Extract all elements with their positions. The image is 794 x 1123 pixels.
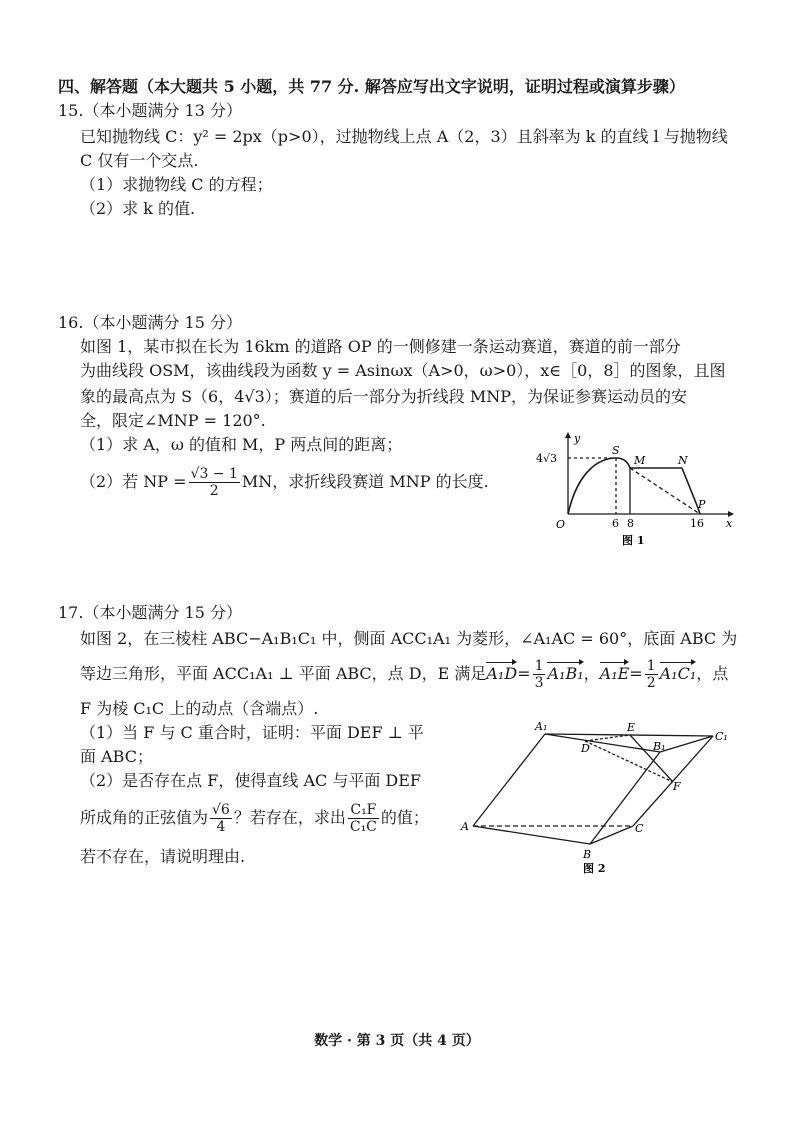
q15-sub2: （2）求 k 的值. <box>80 199 196 218</box>
q17-sep: ， <box>583 664 600 683</box>
q17-header: 17.（本小题满分 15 分） <box>58 603 242 622</box>
q17-sub2-ratio-num: C₁F <box>348 802 379 819</box>
fig1-label-m: M <box>634 454 646 467</box>
fig2-label-c: C <box>635 822 644 835</box>
fig1-caption: 图 1 <box>622 534 645 547</box>
fig1-y-arrow <box>565 432 571 438</box>
q15-header: 15.（本小题满分 13 分） <box>58 101 242 120</box>
fig2-label-c1: C₁ <box>715 730 728 743</box>
fig1-label-y: y <box>574 432 581 445</box>
q15-sub1: （1）求抛物线 C 的方程； <box>80 175 273 194</box>
q17-frac2 <box>645 658 658 691</box>
figure-2 <box>455 720 745 880</box>
q16-sub2-fraction <box>189 466 240 499</box>
q17-vec-a1e: A₁E <box>599 664 630 683</box>
q15-line2: C 仅有一个交点. <box>80 151 199 170</box>
q16-sub2-den: 2 <box>209 483 219 499</box>
figure-1 <box>530 430 740 550</box>
fig1-label-s: S <box>612 444 620 457</box>
fig1-label-origin: O <box>556 518 566 531</box>
fig2-label-f: F <box>673 780 681 793</box>
section-title: 四、解答题（本大题共 5 小题，共 77 分. 解答应写出文字说明，证明过程或演算步骤） <box>58 77 685 96</box>
q16-line1: 如图 1，某市拟在长为 16km 的道路 OP 的一侧修建一条运动赛道，赛道的前一部分 <box>80 337 681 356</box>
q17-sub2-frac-sin <box>210 802 232 835</box>
fig2-label-a: A <box>461 820 469 833</box>
q17-sub2-c: 若不存在，请说明理由. <box>80 847 246 866</box>
q17-line1: 如图 2，在三棱柱 ABC−A₁B₁C₁ 中，侧面 ACC₁A₁ 为菱形，∠A₁AC = 60°，底面 ABC 为 <box>80 629 738 648</box>
fig2-label-d: D <box>581 742 590 755</box>
q17-line2-end: ，点 <box>696 664 729 683</box>
fig1-curve-osm <box>568 458 630 514</box>
q17-sub2-sin-num: √6 <box>212 802 230 818</box>
q17-vec-a1b1: A₁B₁ <box>547 664 584 683</box>
fig2-edge-a1c1 <box>545 734 713 736</box>
fig2-edge-a1a <box>473 734 545 826</box>
fig1-dashed-mp <box>630 468 700 514</box>
fig2-label-b: B <box>583 848 592 861</box>
fig2-label-a1: A₁ <box>535 720 548 733</box>
q17-eq1: = <box>517 664 531 683</box>
q16-line4: 全，限定∠MNP = 120°. <box>80 411 266 430</box>
fig1-label-8: 8 <box>627 517 634 530</box>
q17-frac1-den: 3 <box>534 675 544 691</box>
q17-sub2-b-post: 的值； <box>380 808 429 827</box>
q15-line1: 已知抛物线 C：y² = 2px（p>0），过抛物线上点 A（2，3）且斜率为 k 的直线 l 与抛物线 <box>80 127 728 146</box>
fig2-label-e: E <box>627 721 636 734</box>
fig1-segment-np <box>682 468 698 508</box>
q17-sub1-a: （1）当 F 与 C 重合时，证明：平面 DEF ⊥ 平 <box>80 723 424 742</box>
q16-sub2-post: MN，求折线段赛道 MNP 的长度. <box>241 472 489 491</box>
q17-sub2-sin-den: 4 <box>216 819 226 835</box>
q16-line3: 象的最高点为 S（6，4√3）；赛道的后一部分为折线段 MNP，为保证参赛运动员的安 <box>80 387 688 406</box>
q17-sub2-b <box>80 802 429 835</box>
q17-sub1-b: 面 ABC； <box>80 747 153 766</box>
q16-sub2-num: √3 − 1 <box>190 466 238 482</box>
page-footer: 数学 · 第 3 页（共 4 页） <box>314 1033 480 1049</box>
q17-sub2-b-pre: 所成角的正弦值为 <box>80 808 209 827</box>
fig2-dashed-de <box>585 735 630 741</box>
q16-sub2 <box>80 466 489 499</box>
q17-frac1-num: 1 <box>534 658 544 674</box>
q17-sub2-a: （2）是否存在点 F，使得直线 AC 与平面 DEF <box>80 771 422 790</box>
fig1-label-n: N <box>678 454 688 467</box>
q17-frac1 <box>533 658 546 691</box>
q17-frac2-den: 2 <box>646 675 656 691</box>
fig1-label-6: 6 <box>612 517 619 530</box>
q17-sub2-b-mid: ？若存在，求出 <box>233 808 346 827</box>
fig1-label-x: x <box>726 517 733 530</box>
q17-line2-text: 等边三角形，平面 ACC₁A₁ ⊥ 平面 ABC，点 D，E 满足 <box>80 664 487 683</box>
fig2-edge-ab <box>473 826 590 844</box>
fig1-label-p: P <box>698 498 706 511</box>
q17-vec-a1c1: A₁C₁ <box>659 664 697 683</box>
q16-sub2-pre: （2）若 NP = <box>80 472 187 491</box>
q17-line2 <box>80 658 728 691</box>
q16-line2: 为曲线段 OSM，该曲线段为函数 y = Asinωx（A>0，ω>0），x∈［0，8］的图象，且图 <box>80 361 726 380</box>
fig2-caption: 图 2 <box>583 862 606 875</box>
q17-frac2-num: 1 <box>646 658 656 674</box>
q17-sub2-ratio-den: C₁C <box>349 819 377 835</box>
q17-line3: F 为棱 C₁C 上的动点（含端点）. <box>80 699 319 718</box>
q16-sub1: （1）求 A，ω 的值和 M，P 两点间的距离； <box>80 435 403 454</box>
fig2-edge-b1b <box>590 752 660 844</box>
q17-vec-a1d: A₁D <box>486 664 518 683</box>
fig2-label-b1: B₁ <box>653 740 666 753</box>
fig1-label-ytick: 4√3 <box>536 452 558 465</box>
fig1-label-16: 16 <box>690 517 704 530</box>
fig2-line-ef <box>630 735 673 782</box>
q17-sub2-frac-ratio <box>348 802 379 835</box>
q17-eq2: = <box>629 664 643 683</box>
q16-header: 16.（本小题满分 15 分） <box>58 313 242 332</box>
